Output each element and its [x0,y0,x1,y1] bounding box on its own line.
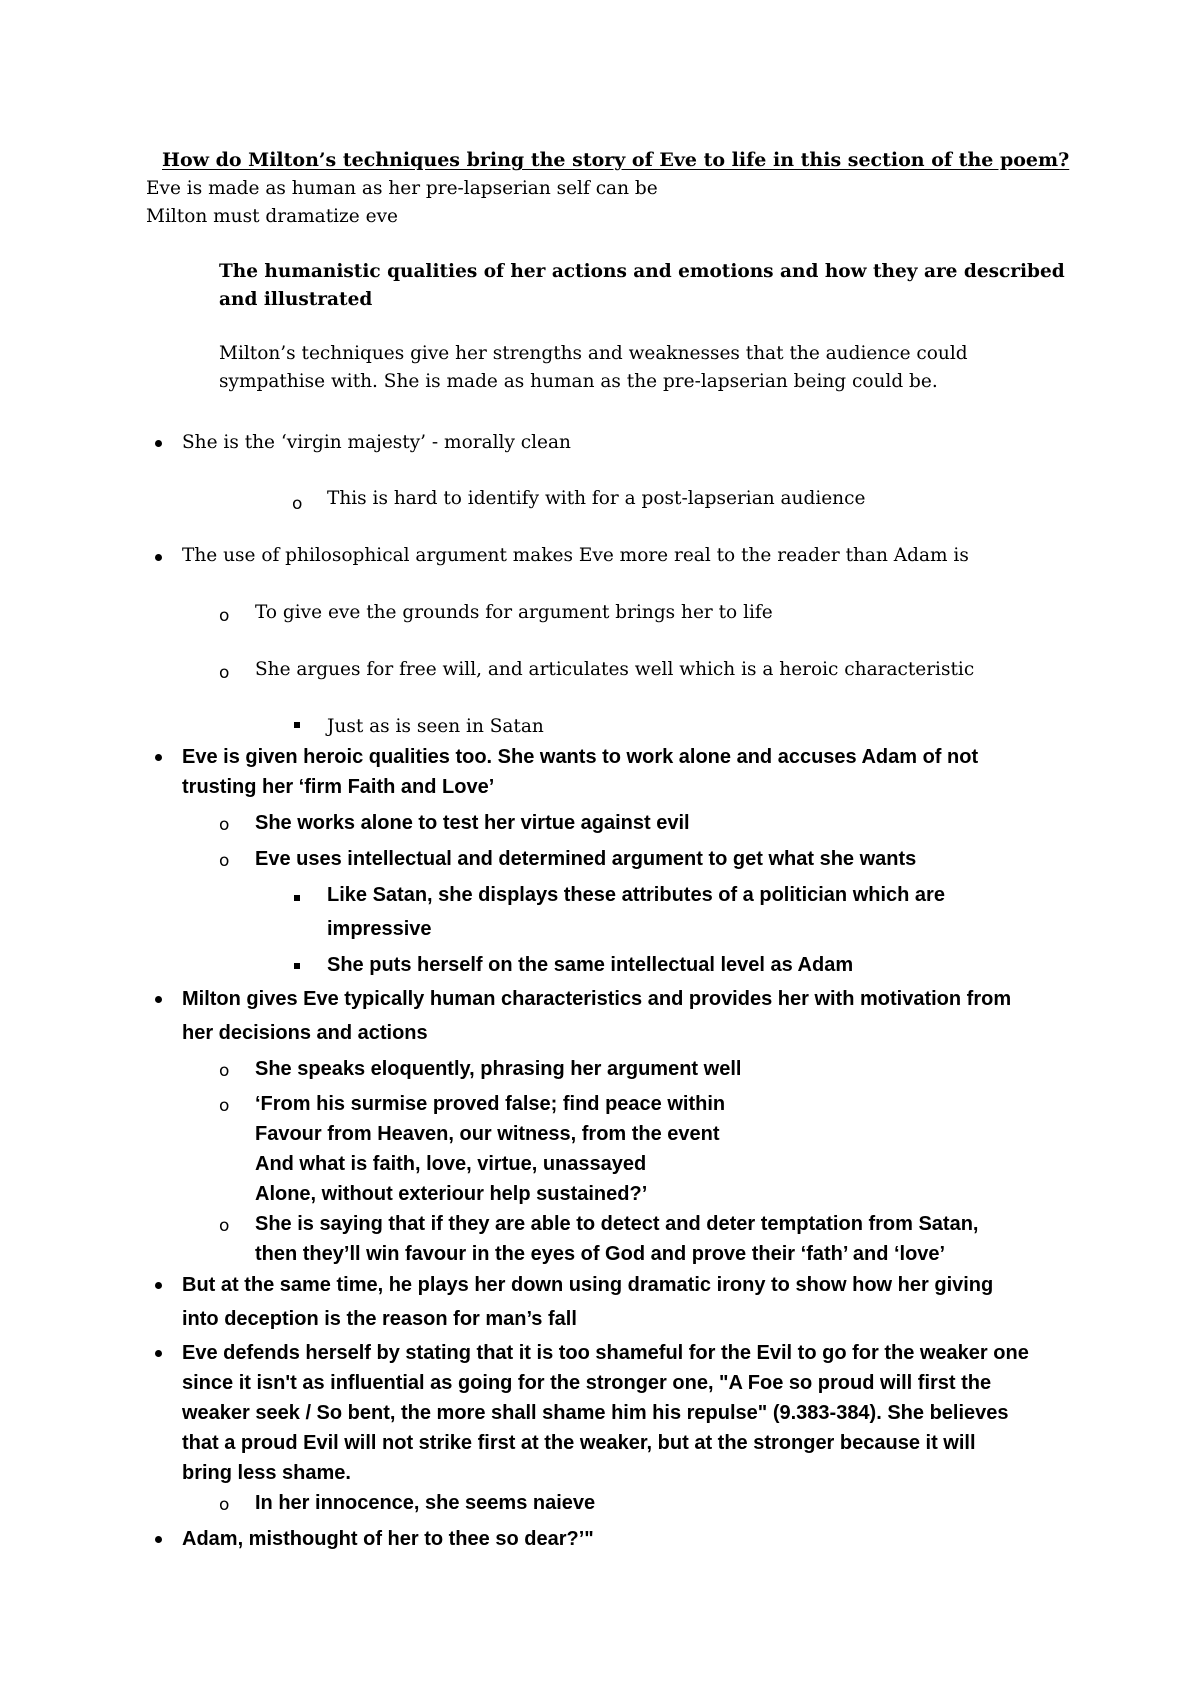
circle-bullet-icon: o [219,1495,230,1515]
list-item: She is saying that if they are able to detect and deter temptation from Satan, [255,1213,979,1235]
list-item-continued: her decisions and actions [182,1022,428,1044]
square-bullet-icon [294,895,300,901]
list-item-continued: then they’ll win favour in the eyes of God and prove their ‘fath’ and ‘love’ [255,1243,946,1265]
list-item-continued: bring less shame. [182,1462,351,1484]
list-item: Milton gives Eve typically human characteristics and provides her with motivation from [182,988,1012,1010]
list-item: This is hard to identify with for a post-lapserian audience [327,488,866,509]
circle-bullet-icon: o [219,1216,230,1236]
list-item: ‘From his surmise proved false; find peace within [255,1093,726,1115]
bullet-dot-icon [155,1350,162,1357]
bullet-dot-icon [155,1536,162,1543]
list-item: Eve uses intellectual and determined argument to get what she wants [255,848,917,870]
list-item-continued: into deception is the reason for man’s fall [182,1308,577,1330]
circle-bullet-icon: o [219,851,230,871]
square-bullet-icon [294,722,300,728]
bullet-dot-icon [155,754,162,761]
list-item-continued: that a proud Evil will not strike first at the weaker, but at the stronger because it will [182,1432,976,1454]
circle-bullet-icon: o [292,494,303,514]
list-item-continued: since it isn't as influential as going for the stronger one, "A Foe so proud will first the [182,1372,992,1394]
list-item: She speaks eloquently, phrasing her argument well [255,1058,742,1080]
list-item-continued: impressive [327,918,432,940]
quote-line: And what is faith, love, virtue, unassayed [255,1153,647,1175]
bullet-dot-icon [155,440,162,447]
list-item: She is the ‘virgin majesty’ - morally clean [182,432,571,453]
list-item: Adam, misthought of her to thee so dear?’" [182,1528,594,1550]
bullet-dot-icon [155,996,162,1003]
list-item: Like Satan, she displays these attributes of a politician which are [327,884,945,906]
list-item: To give eve the grounds for argument brings her to life [255,602,773,623]
list-item: Just as is seen in Satan [327,716,544,737]
bullet-dot-icon [155,554,162,561]
list-item: She works alone to test her virtue against evil [255,812,690,834]
intro-line-1: Eve is made as human as her pre-lapserian self can be [146,178,658,199]
list-item-continued: weaker seek / So bent, the more shall shame him his repulse" (9.383-384). She believes [182,1402,1009,1424]
circle-bullet-icon: o [219,1096,230,1116]
document-title: How do Milton’s techniques bring the story of Eve to life in this section of the poem? [162,149,1070,171]
circle-bullet-icon: o [219,663,230,683]
list-item: She puts herself on the same intellectual level as Adam [327,954,854,976]
bullet-dot-icon [155,1282,162,1289]
list-item: Eve defends herself by stating that it is too shameful for the Evil to go for the weaker one [182,1342,1029,1364]
section-paragraph: Milton’s techniques give her strengths and weaknesses that the audience could sympathise with. She is made as human as the pre-lapserian being could be. [219,343,968,392]
quote-line: Alone, without exteriour help sustained?’ [255,1183,648,1205]
intro-line-2: Milton must dramatize eve [146,206,398,227]
circle-bullet-icon: o [219,606,230,626]
list-item: In her innocence, she seems naieve [255,1492,596,1514]
circle-bullet-icon: o [219,1061,230,1081]
list-item: She argues for free will, and articulates well which is a heroic characteristic [255,659,975,680]
circle-bullet-icon: o [219,815,230,835]
list-item: But at the same time, he plays her down using dramatic irony to show how her giving [182,1274,994,1296]
section-heading: The humanistic qualities of her actions and emotions and how they are described and illustrated [219,261,1065,310]
square-bullet-icon [294,963,300,969]
list-item: Eve is given heroic qualities too. She wants to work alone and accuses Adam of not [182,746,979,768]
list-item-continued: trusting her ‘firm Faith and Love’ [182,776,495,798]
list-item: The use of philosophical argument makes Eve more real to the reader than Adam is [182,545,969,566]
quote-line: Favour from Heaven, our witness, from the event [255,1123,720,1145]
